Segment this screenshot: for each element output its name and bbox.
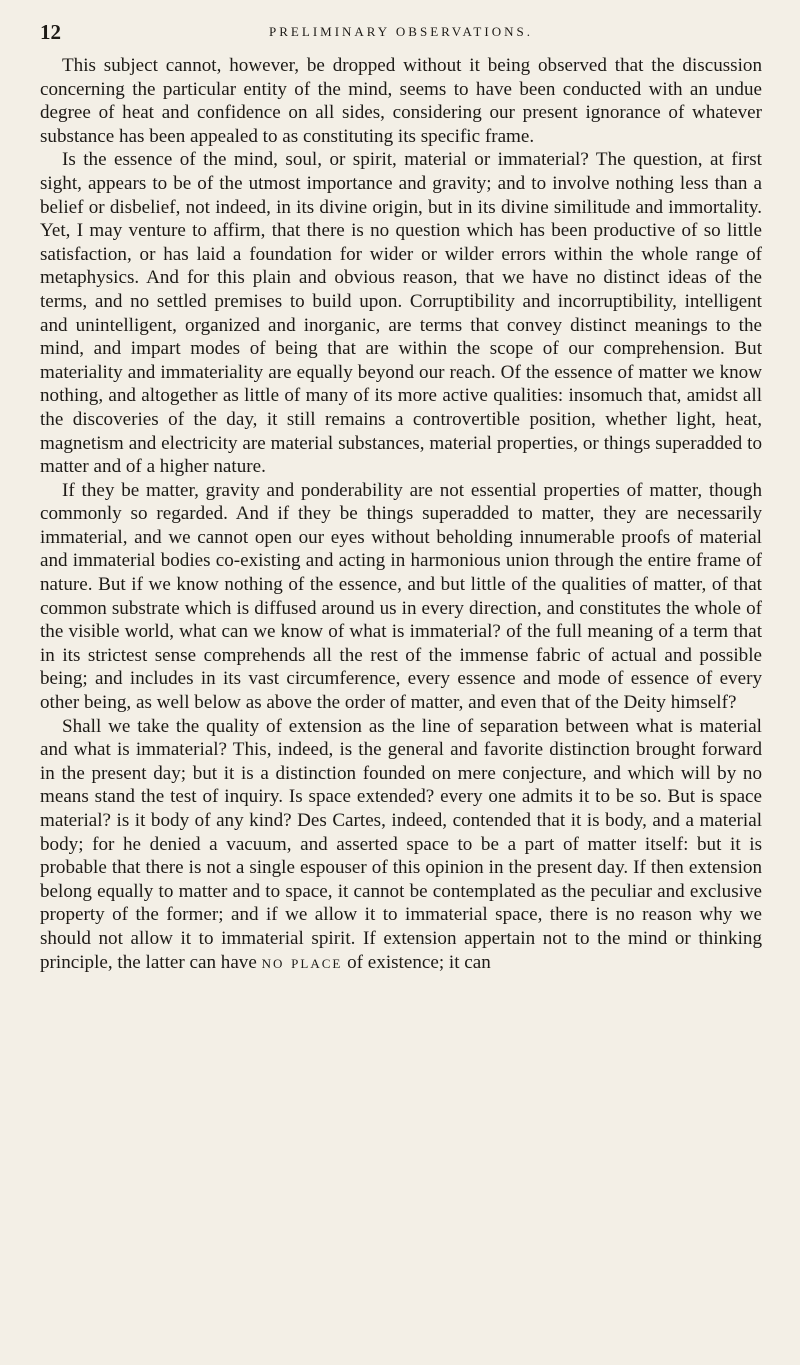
page-header [40, 20, 762, 54]
body-text [40, 54, 762, 974]
page-number: 12 [40, 20, 61, 44]
paragraph: This subject cannot, however, be dropped without it being observed that the discussion concerning the particular entity of the mind, seems to have been conducted with an undue degree of heat and confidence on all sides, considering our present ignorance of whatever substance has been appealed to as constituting its specific frame. [40, 55, 762, 147]
small-caps-phrase: no place [261, 951, 343, 973]
paragraph [40, 715, 762, 975]
paragraph: Is the essence of the mind, soul, or spirit, material or immaterial? The question, at first sight, appears to be of the utmost importance and gravity; and to involve nothing less than a belief or disbelief, not indeed, in its divine origin, but in its divine similitude and immortality. Yet, I may venture to affirm, that there is no question which has been productive of so little satisfaction, or has laid a foundation for wider or wilder errors within the whole range of metaphysics. And for this plain and obvious reason, that we have no distinct ideas of the terms, and no settled premises to build upon. Corruptibility and incorruptibility, intelligent and unintelligent, organized and inorganic, are terms that convey distinct meanings to the mind, and impart modes of being that are within the scope of our comprehension. But materiality and immateriality are equally beyond our reach. Of the essence of matter we know nothing, and altogether as little of many of its more active qualities: insomuch that, amidst all the discoveries of the day, it still remains a controvertible position, whether light, heat, magnetism and electricity are material substances, material properties, or things superadded to matter and of a higher nature. [40, 149, 762, 478]
paragraph: If they be matter, gravity and ponderability are not essential properties of matter, though commonly so regarded. And if they be things superadded to matter, they are necessarily immaterial, and we cannot open our eyes without beholding innumerable proofs of material and immaterial bodies co-existing and acting in harmonious union through the entire frame of nature. But if we know nothing of the essence, and but little of the qualities of matter, of that common substrate which is diffused around us in every direction, and constitutes the whole of the visible world, what can we know of what is immaterial? of the full meaning of a term that in its strictest sense comprehends all the rest of the immense fabric of actual and possible being; and includes in its vast circumference, every essence and mode of essence of every other being, as well below as above the order of matter, and even that of the Deity himself? [40, 479, 762, 714]
paragraph-tail: of existence; it can [347, 951, 491, 973]
running-head: PRELIMINARY OBSERVATIONS. [269, 24, 533, 39]
paragraph-text: Shall we take the quality of extension as the line of separation between what is material and what is immaterial? This, indeed, is the general and favorite distinction brought forward in the present day; but it is a distinction founded on mere conjecture, and which will by no means stand the test of inquiry. Is space extended? every one admits it to be so. But is space material? is it body of any kind? Des Cartes, indeed, contended that it is body, and a material body; for he denied a vacuum, and asserted space to be a part of matter itself: but it is probable that there is not a single espouser of this opinion in the present day. If then extension belong equally to matter and to space, it cannot be contemplated as the peculiar and exclusive property of the former; and if we allow it to immaterial space, there is no reason why we should not allow it to immaterial spirit. If extension appertain not to the mind or thinking principle, the latter can have [40, 715, 762, 973]
